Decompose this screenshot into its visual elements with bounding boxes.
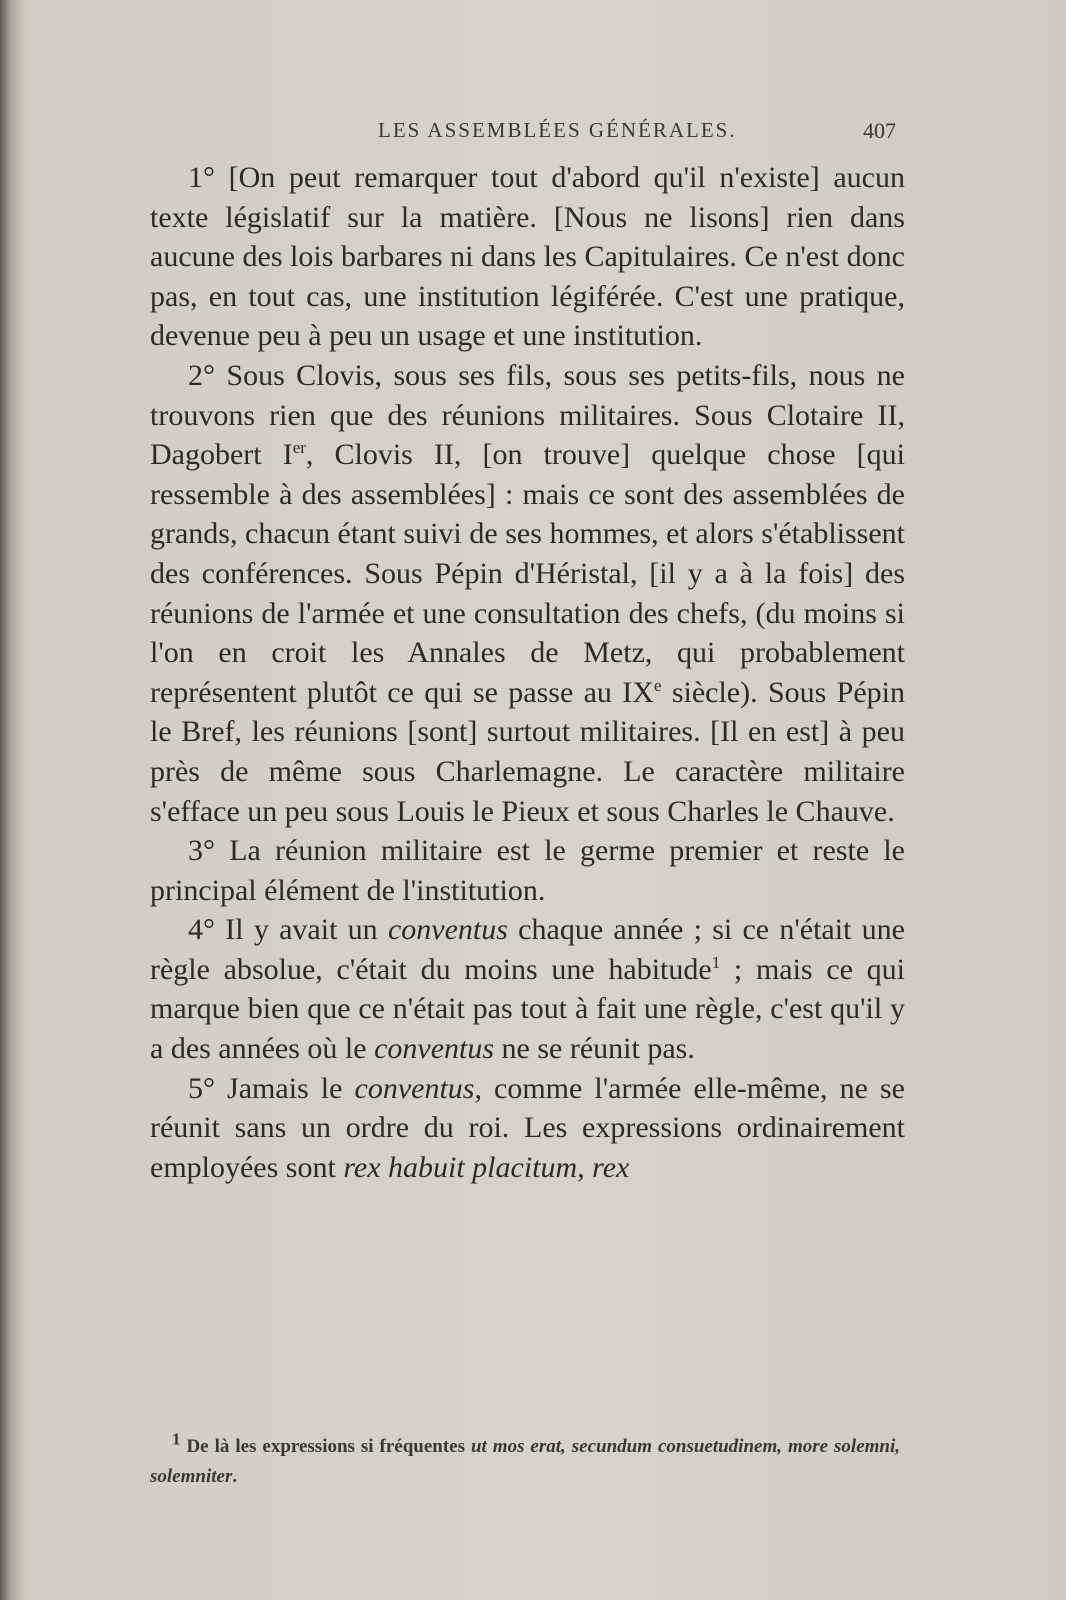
- paragraph-1: [150, 158, 905, 356]
- italic-conventus: conventus: [374, 1032, 495, 1066]
- paragraph-4-text-c: ; mais ce qui marque bien que ce n'était pas tout à fait une règle, c'est qu'il y a des années où le: [150, 952, 905, 1066]
- footnote-reference: 1: [711, 952, 721, 972]
- italic-conventus: conventus: [354, 1071, 475, 1105]
- paragraph-5: [150, 1069, 905, 1188]
- paragraph-2-text-b: , Clovis II, [on trouve] quelque chose [qui ressemble à des assemblées] : mais ce sont des assemblées de grands, chacun étant suivi de ses hommes, et alors s'établissent des conférences. Sous Pépin d'Héristal, [il y a à la fois] des réunions de l'armée et une consultation des chefs, (du moins si l'on en croit les Annales de Metz, qui probablement représentent plutôt ce qui se passe au IX: [150, 438, 905, 709]
- footnote-text-a: De là les expressions si fréquentes: [180, 1436, 471, 1457]
- paragraph-2-text-c: siècle). Sous Pépin le Bref, les réunions [sont] surtout militaires. [Il en est] à peu près de même sous Charlemagne. Le caractère militaire s'efface un peu sous Louis le Pieux et sous Charles le Chauve.: [150, 675, 906, 828]
- paragraph-4-text-a: 4° Il y avait un: [188, 913, 388, 947]
- italic-conventus: conventus: [387, 913, 508, 947]
- footnote-italic: ut mos erat, secundum consuetudinem, more solemni, solemniter: [150, 1436, 901, 1487]
- footnote-text-b: .: [232, 1466, 238, 1487]
- paragraph-3: [150, 831, 905, 910]
- paragraph-5-text-b: , comme l'armée elle-même, ne se réunit sans un ordre du roi. Les expressions ordinairement employées sont: [150, 1071, 905, 1184]
- paragraph-3-text: 3° La réunion militaire est le germe premier et reste le principal élément de l'institution.: [150, 834, 905, 907]
- running-title: LES ASSEMBLÉES GÉNÉRALES.: [378, 118, 737, 142]
- paragraph-5-text-a: 5° Jamais le: [188, 1071, 355, 1105]
- paragraph-4: [150, 910, 905, 1068]
- page-number: 407: [863, 118, 896, 143]
- footnote-marker: 1: [172, 1429, 181, 1449]
- superscript-e: e: [653, 675, 662, 695]
- paragraph-2-text-a: 2° Sous Clovis, sous ses fils, sous ses petits-fils, nous ne trouvons rien que des réunions militaires. Sous Clotaire II, Dagobert I: [150, 358, 905, 472]
- superscript-er: er: [292, 438, 306, 458]
- paragraph-1-text: 1° [On peut remarquer tout d'abord qu'il n'existe] aucun texte législatif sur la matière. [Nous ne lisons] rien dans aucune des lois barbares ni dans les Capitulaires. Ce n'est donc pas, en tout cas, une institution légiférée. C'est une pratique, devenue peu à peu un usage et une institution.: [150, 161, 905, 353]
- paragraph-2: [150, 356, 905, 831]
- body-text: [150, 158, 905, 1187]
- footnote: [150, 1429, 901, 1492]
- paragraph-4-text-b: chaque année ; si ce n'était une règle absolue, c'était du moins une habitude: [150, 913, 905, 986]
- page-header: [160, 118, 896, 150]
- paragraph-4-text-d: ne se réunit pas.: [494, 1032, 695, 1066]
- italic-latin-phrase: rex habuit placitum, rex: [343, 1150, 630, 1184]
